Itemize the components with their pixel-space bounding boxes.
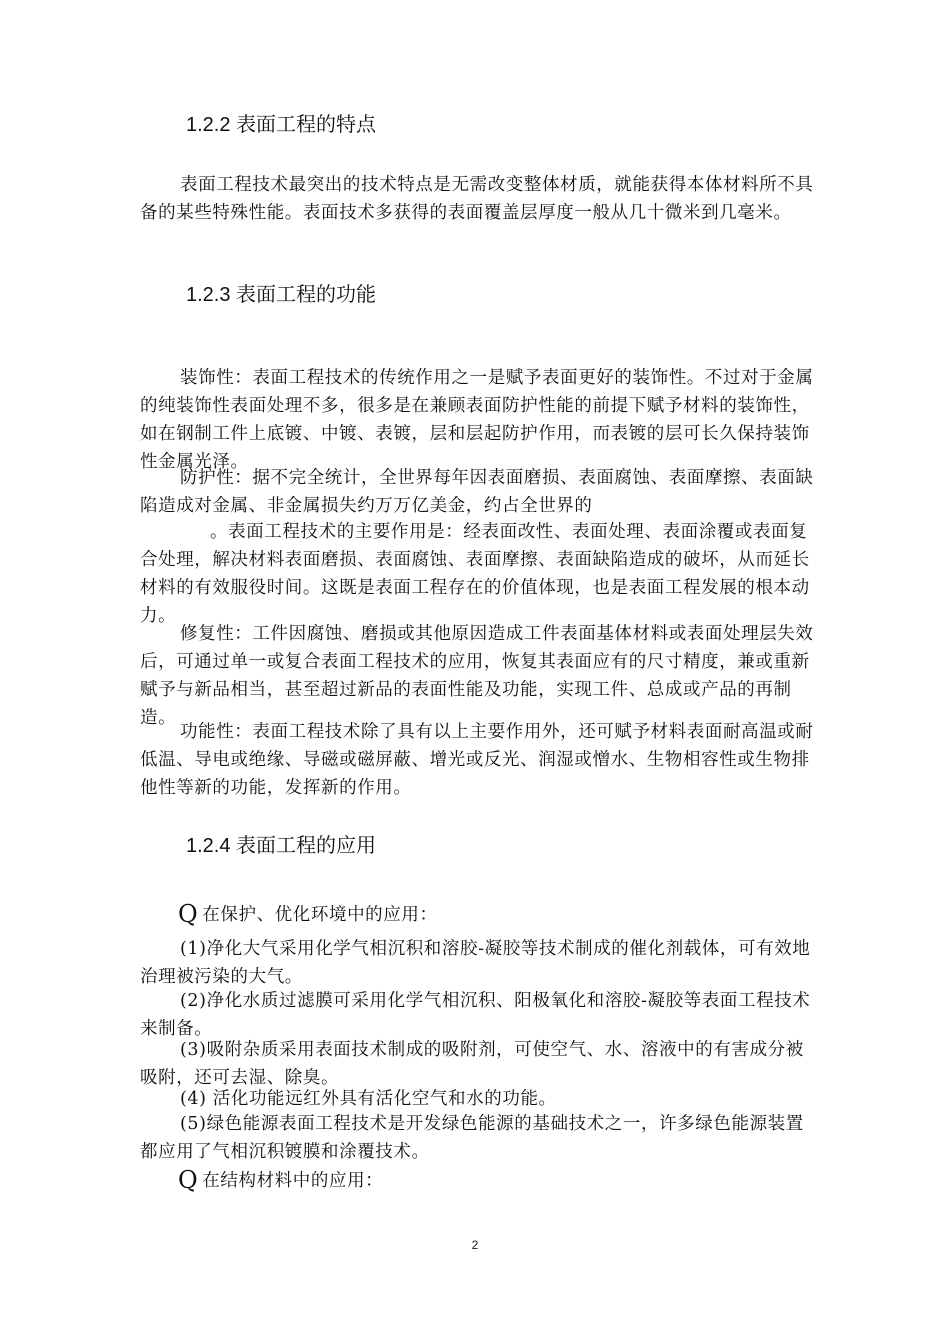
- section-heading-1-2-4: 1.2.4 表面工程的应用: [186, 835, 377, 857]
- bullet-environment-text: 在保护、优化环境中的应用：: [202, 905, 438, 925]
- list-item-adsorb-impurities: (3)吸附杂质采用表面技术制成的吸附剂，可使空气、水、溶液中的有害成分被吸附，还可去湿、除臭。: [140, 1040, 804, 1088]
- paragraph-protective: 防护性：据不完全统计，全世界每年因表面磨损、表面腐蚀、表面摩擦、表面缺陷造成对金属、非金属损失约万万亿美金，约占全世界的: [140, 468, 814, 516]
- section-heading-1-2-2: 1.2.2 表面工程的特点: [186, 114, 377, 136]
- paragraph-features: 表面工程技术最突出的技术特点是无需改变整体材质，就能获得本体材料所不具备的某些特殊性能。表面技术多获得的表面覆盖层厚度一般从几十微米到几毫米。: [140, 175, 814, 223]
- bullet-structural-materials-text: 在结构材料中的应用：: [202, 1171, 384, 1191]
- list-item-purify-water: (2)净化水质过滤膜可采用化学气相沉积、阳极氧化和溶胶-凝胶等表面工程技术来制备。: [140, 991, 811, 1039]
- paragraph-decorative: 装饰性：表面工程技术的传统作用之一是赋予表面更好的装饰性。不过对于金属的纯装饰性表面处理不多，很多是在兼顾表面防护性能的前提下赋予材料的装饰性，如在钢制工件上底镀、中镀、表镀，层和层起防护作用，而表镀的层可长久保持装饰性金属光泽。: [140, 368, 814, 472]
- list-item-purify-air: (1)净化大气采用化学气相沉积和溶胶-凝胶等技术制成的催化剂载体，可有效地治理被污染的大气。: [140, 939, 811, 987]
- q-bullet-icon: Q: [178, 1166, 199, 1194]
- bullet-environment: [178, 900, 438, 929]
- paragraph-functional: 功能性：表面工程技术除了具有以上主要作用外，还可赋予材料表面耐高温或耐低温、导电或绝缘、导磁或磁屏蔽、增光或反光、润湿或憎水、生物相容性或生物排他性等新的功能，发挥新的作用。: [140, 722, 814, 798]
- list-item-green-energy: (5)绿色能源表面工程技术是开发绿色能源的基础技术之一，许多绿色能源装置都应用了气相沉积镀膜和涂覆技术。: [140, 1114, 804, 1162]
- bullet-structural-materials: [178, 1166, 383, 1195]
- q-bullet-icon: Q: [178, 900, 199, 928]
- paragraph-protective-continued: 。表面工程技术的主要作用是：经表面改性、表面处理、表面涂覆或表面复合处理，解决材料表面磨损、表面腐蚀、表面摩擦、表面缺陷造成的破坏，从而延长材料的有效服役时间。这既是表面工程存在的价值体现，也是表面工程发展的根本动力。: [140, 522, 810, 626]
- list-item-activation: (4) 活化功能远红外具有活化空气和水的功能。: [180, 1089, 557, 1109]
- paragraph-repair: 修复性：工件因腐蚀、磨损或其他原因造成工件表面基体材料或表面处理层失效后，可通过单一或复合表面工程技术的应用，恢复其表面应有的尺寸精度，兼或重新赋予与新品相当，甚至超过新品的表面性能及功能，实现工件、总成或产品的再制造。: [140, 624, 814, 728]
- section-heading-1-2-3: 1.2.3 表面工程的功能: [186, 284, 377, 306]
- page-number: 2: [471, 1238, 479, 1252]
